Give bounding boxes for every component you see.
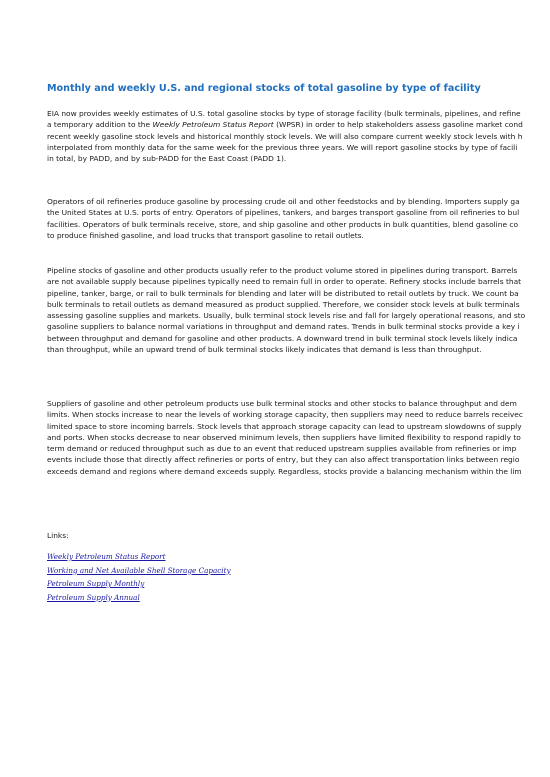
text-line: events include those that directly affect refineries or ports of entry, but they can also affect transportation links between regio bbox=[47, 455, 520, 465]
text-line: are not available supply because pipelines typically need to remain full in order to operate. Refinery stocks include barrels that bbox=[47, 277, 522, 287]
text-line: bulk terminals to retail outlets as demand measured as product supplied. Therefore, we consider stock levels at bulk terminals bbox=[47, 299, 520, 309]
text-line: pipeline, tanker, barge, or rail to bulk terminals for blending and later will be distributed to retail outlets by truck. We count ba bbox=[47, 288, 519, 298]
text-line: limits. When stocks increase to near the levels of working storage capacity, then suppliers may need to reduce barrels receivec bbox=[47, 410, 523, 420]
list-item bbox=[47, 585, 231, 602]
text-line: assessing gasoline supplies and markets. Usually, bulk terminal stock levels rise and fall for largely operational reasons, and sto bbox=[47, 311, 526, 321]
paragraph-operators bbox=[47, 196, 520, 241]
text-line: a temporary addition to the Weekly Petroleum Status Report (WPSR) in order to help stakeholders assess gasoline market cond bbox=[47, 120, 523, 130]
text-line: term demand or reduced throughput such as due to an event that reduced upstream supplies available from refineries or imp bbox=[47, 444, 517, 454]
paragraph-intro bbox=[47, 108, 523, 164]
text-line: than throughput, while an upward trend of bulk terminal stocks likely indicates that demand is less than throughput. bbox=[47, 345, 482, 355]
link-petroleum-supply-monthly[interactable]: Petroleum Supply Monthly bbox=[47, 579, 145, 588]
text-line: limited space to store incoming barrels. Stock levels that approach storage capacity can lead to upstream slowdowns of supply bbox=[47, 421, 522, 431]
text-line: and ports. When stocks decrease to near observed minimum levels, then suppliers have limited flexibility to respond rapidly to bbox=[47, 432, 521, 442]
text-line: in total, by PADD, and by sub-PADD for the East Coast (PADD 1). bbox=[47, 154, 287, 164]
text-line: to produce finished gasoline, and load trucks that transport gasoline to retail outlets. bbox=[47, 230, 364, 240]
paragraph-pipeline-stocks bbox=[47, 265, 525, 355]
links-list bbox=[47, 544, 231, 602]
list-item bbox=[47, 544, 231, 561]
text-line: facilities. Operators of bulk terminals receive, store, and ship gasoline and other products in bulk quantities, blend gasoline co bbox=[47, 219, 519, 229]
paragraph-suppliers bbox=[47, 398, 523, 477]
page-title: Monthly and weekly U.S. and regional stocks of total gasoline by type of facility bbox=[47, 83, 481, 94]
text-line: EIA now provides weekly estimates of U.S. total gasoline stocks by type of storage facility (bulk terminals, pipelines, and refine bbox=[47, 109, 521, 118]
text-line: Suppliers of gasoline and other petroleum products use bulk terminal stocks and other stocks to balance throughput and dem bbox=[47, 399, 517, 408]
link-weekly-petroleum-status-report[interactable]: Weekly Petroleum Status Report bbox=[47, 552, 166, 561]
wpsr-title: Weekly Petroleum Status Report bbox=[152, 120, 274, 130]
text-line: recent weekly gasoline stock levels and historical monthly stock levels. We will also compare current weekly stock levels with h bbox=[47, 131, 523, 141]
text-line: interpolated from monthly data for the same week for the previous three years. We will report gasoline stocks by type of facili bbox=[47, 142, 518, 152]
links-label: Links: bbox=[47, 531, 69, 540]
text-line: the United States at U.S. ports of entry. Operators of pipelines, tankers, and barges transport gasoline from oil refineries to bul bbox=[47, 208, 520, 218]
text-line: between throughput and demand for gasoline and other products. A downward trend in bulk terminal stock levels likely indica bbox=[47, 333, 518, 343]
text-line: Pipeline stocks of gasoline and other products usually refer to the product volume stored in pipelines during transport. Barrels bbox=[47, 266, 518, 275]
link-working-net-shell-storage-capacity[interactable]: Working and Net Available Shell Storage Capacity bbox=[47, 565, 231, 575]
list-item bbox=[47, 558, 231, 575]
text-line: Operators of oil refineries produce gasoline by processing crude oil and other feedstocks and by blending. Importers supply ga bbox=[47, 197, 520, 206]
link-petroleum-supply-annual[interactable]: Petroleum Supply Annual bbox=[47, 592, 140, 602]
text-line: gasoline suppliers to balance normal variations in throughput and demand rates. Trends in bulk terminal stocks provide a key i bbox=[47, 322, 520, 332]
text-line: exceeds demand and regions where demand exceeds supply. Regardless, stocks provide a balancing mechanism within the lim bbox=[47, 466, 522, 476]
